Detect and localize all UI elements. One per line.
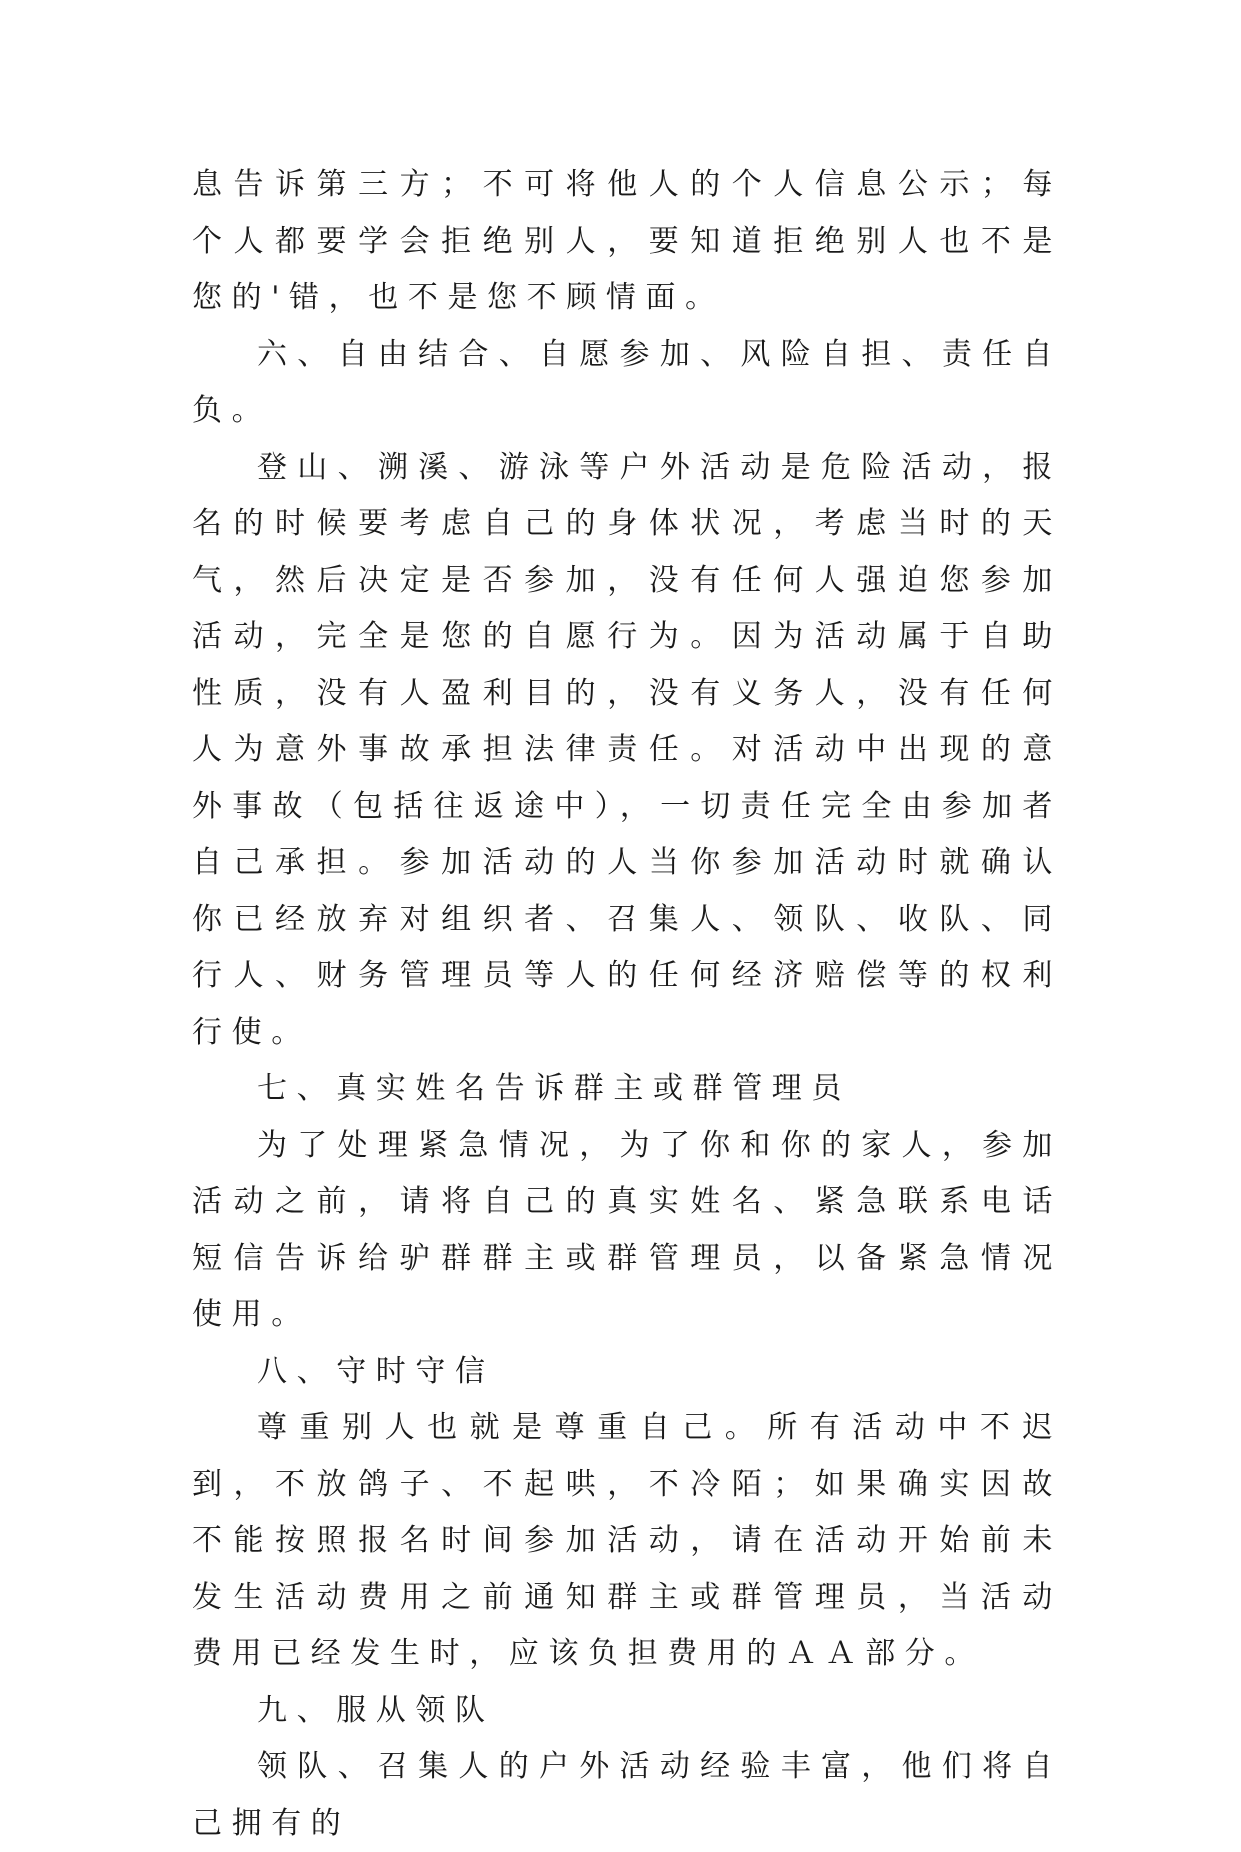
paragraph-risk: 登山、溯溪、游泳等户外活动是危险活动，报名的时候要考虑自己的身体状况，考虑当时的天气，然后决定是否参加，没有任何人强迫您参加活动，完全是您的自愿行为。因为活动属于自助性质，没有人盈利目的，没有义务人，没有任何人为意外事故承担法律责任。对活动中出现的意外事故（包括往返途中），一切责任完全由参加者自己承担。参加活动的人当你参加活动时就确认你已经放弃对组织者、召集人、领队、收队、同行人、财务管理员等人的任何经济赔偿等的权利行使。 (192, 449, 1062, 1050)
paragraph-leader: 领队、召集人的户外活动经验丰富，他们将自己拥有的 (192, 1749, 1062, 1841)
document-body (192, 157, 1062, 1852)
paragraph-real-name: 为了处理紧急情况，为了你和你的家人，参加活动之前，请将自己的真实姓名、紧急联系电话短信告诉给驴群群主或群管理员，以备紧急情况使用。 (192, 1127, 1062, 1332)
section-heading-eight: 八、守时守信 (257, 1353, 495, 1389)
section-heading-nine: 九、服从领队 (257, 1692, 495, 1728)
section-heading-seven: 七、真实姓名告诉群主或群管理员 (257, 1071, 851, 1106)
paragraph-punctuality: 尊重别人也就是尊重自己。所有活动中不迟到，不放鸽子、不起哄，不冷陌；如果确实因故不能按照报名时间参加活动，请在活动开始前未发生活动费用之前通知群主或群管理员，当活动费用已经发生时，应该负担费用的ＡＡ部分。 (192, 1410, 1062, 1671)
section-heading-six: 六、自由结合、自愿参加、风险自担、责任自负。 (192, 336, 1062, 428)
paragraph-continuation: 息告诉第三方；不可将他人的个人信息公示；每个人都要学会拒绝别人，要知道拒绝别人也不是您的'错，也不是您不顾情面。 (192, 167, 1062, 315)
